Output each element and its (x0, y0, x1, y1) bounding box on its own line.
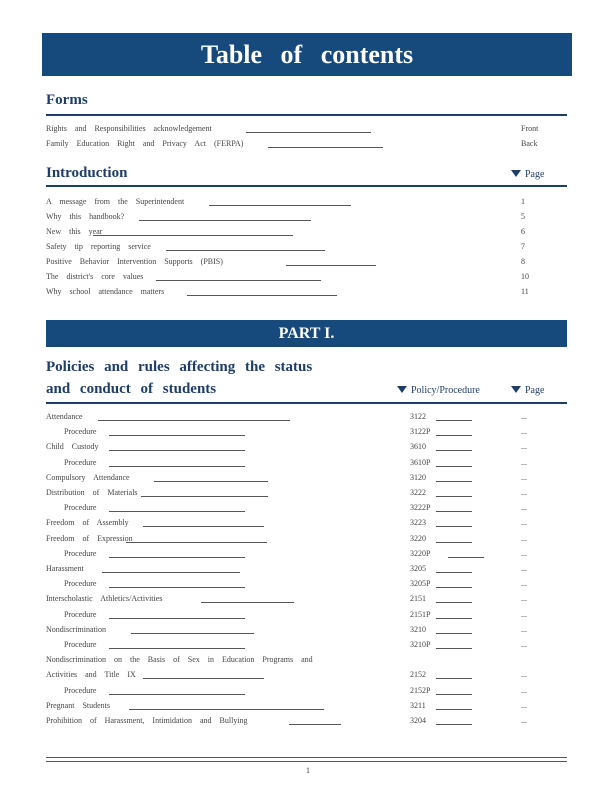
toc-row-page: ... (521, 472, 527, 482)
toc-row[interactable] (46, 123, 567, 135)
toc-row[interactable] (46, 196, 567, 208)
leader-line (289, 724, 341, 725)
leader-line (209, 205, 351, 206)
page-title: Table of contents (200, 40, 414, 69)
leader-line (109, 511, 245, 512)
toc-row-page: ... (521, 533, 527, 543)
toc-row-value: 8 (521, 257, 525, 266)
policy-code: 3222P (410, 503, 431, 513)
code-leader-line (436, 618, 472, 619)
toc-row-page: ... (521, 412, 527, 421)
toc-row-label: The district's core values (46, 272, 144, 281)
toc-row-page: ... (521, 700, 527, 710)
code-leader-line (436, 724, 472, 725)
code-leader-line (436, 694, 472, 695)
toc-row[interactable] (46, 685, 567, 697)
toc-row-page: ... (521, 624, 527, 634)
toc-row-value: Front (521, 124, 539, 133)
toc-row-label: Distribution of Materials (46, 488, 138, 497)
toc-row[interactable] (46, 517, 567, 529)
page-number: 1 (306, 766, 310, 775)
leader-line (143, 678, 264, 679)
toc-row[interactable] (46, 654, 567, 666)
introduction-heading: Introduction (46, 165, 128, 181)
code-leader-line (436, 420, 472, 421)
toc-row-label: Procedure (64, 427, 97, 437)
policy-code: 3211 (410, 700, 426, 710)
toc-row-label: Procedure (64, 685, 97, 695)
code-leader-line (436, 587, 472, 588)
toc-row-page: ... (521, 564, 527, 573)
policy-code: 3122 (410, 412, 426, 421)
leader-line (139, 220, 311, 221)
code-leader-line (436, 466, 472, 467)
toc-row-label: Harassment (46, 564, 84, 573)
leader-line (246, 132, 371, 133)
leader-line (126, 542, 267, 543)
toc-row[interactable] (46, 138, 567, 150)
toc-row-label: Family Education Right and Privacy Act (FERPA) (46, 139, 244, 148)
toc-row-label: Procedure (64, 640, 97, 649)
leader-line (109, 587, 245, 588)
toc-row-label: Attendance (46, 412, 83, 421)
leader-line (98, 420, 290, 421)
toc-row[interactable] (46, 211, 567, 223)
leader-line (129, 709, 324, 710)
toc-row-value: 10 (521, 272, 529, 281)
policy-code: 2152 (410, 670, 426, 680)
toc-row-page: ... (521, 685, 527, 695)
policies-rule (46, 402, 567, 404)
policy-column-header: Policy/Procedure (397, 385, 480, 396)
leader-line (141, 496, 268, 497)
toc-row-page: ... (521, 594, 527, 604)
code-leader-line (436, 542, 472, 543)
code-leader-line (436, 602, 472, 603)
toc-row-label: Prohibition of Harassment, Intimidation and Bullying (46, 716, 248, 725)
toc-row-page: ... (521, 716, 527, 725)
toc-row-page: ... (521, 548, 527, 558)
toc-row-page: ... (521, 488, 527, 497)
introduction-rule (46, 185, 567, 187)
toc-row-page: ... (521, 670, 527, 680)
leader-line (93, 235, 293, 236)
leader-line (187, 295, 337, 296)
toc-row[interactable] (46, 563, 567, 575)
toc-row-page: ... (521, 579, 527, 589)
leader-line (109, 466, 245, 467)
toc-row[interactable] (46, 441, 567, 453)
toc-row[interactable] (46, 457, 567, 469)
code-leader-line (436, 450, 472, 451)
leader-line (201, 602, 294, 603)
toc-row-label: Nondiscrimination on the Basis of Sex in Education Programs and (46, 655, 313, 665)
policy-code: 3210P (410, 640, 431, 649)
toc-row-label: Child Custody (46, 442, 99, 452)
leader-line (109, 450, 245, 451)
toc-row[interactable] (46, 241, 567, 253)
leader-line (109, 648, 245, 649)
toc-row[interactable] (46, 502, 567, 514)
page-column-header: Page (511, 169, 544, 180)
toc-row-label: Procedure (64, 609, 97, 619)
toc-row-value: Back (521, 139, 538, 148)
triangle-down-icon (397, 386, 407, 393)
toc-row-page: ... (521, 518, 527, 528)
toc-row-page: ... (521, 609, 527, 619)
toc-row-page: ... (521, 503, 527, 513)
leader-line (131, 633, 254, 634)
toc-row-label: Nondiscrimination (46, 624, 106, 634)
leader-line (109, 618, 245, 619)
toc-row-label: Why school attendance matters (46, 287, 165, 296)
forms-rule (46, 114, 567, 116)
leader-line (143, 526, 264, 527)
toc-row[interactable] (46, 609, 567, 621)
policy-code: 3220 (410, 533, 426, 543)
toc-row-value: 11 (521, 287, 529, 296)
leader-line (268, 147, 383, 148)
policy-code: 3220P (410, 548, 431, 558)
policy-code: 3205P (410, 579, 431, 589)
policy-code: 3205 (410, 564, 426, 573)
toc-row[interactable] (46, 639, 567, 651)
toc-row-label: Freedom of Expression (46, 533, 133, 543)
toc-row-value: 1 (521, 197, 525, 206)
triangle-down-icon (511, 170, 521, 177)
policy-code: 3222 (410, 488, 426, 497)
toc-row-label: Procedure (64, 579, 97, 589)
footer-rule (46, 757, 567, 758)
toc-row-label: Activities and Title IX (46, 670, 136, 680)
policy-code: 3223 (410, 518, 426, 528)
policy-code: 3120 (410, 472, 426, 482)
policy-code: 2151 (410, 594, 426, 604)
toc-row-label: Safety tip reporting service (46, 242, 151, 251)
part-title: PART I. (278, 325, 335, 342)
code-leader-line (436, 633, 472, 634)
toc-row-page: ... (521, 640, 527, 649)
code-leader-line (436, 435, 472, 436)
toc-row[interactable] (46, 548, 567, 560)
code-leader-line (436, 709, 472, 710)
toc-row[interactable] (46, 411, 567, 423)
leader-line (102, 572, 240, 573)
code-leader-line (436, 678, 472, 679)
toc-row-label: A message from the Superintendent (46, 197, 185, 206)
toc-row[interactable] (46, 715, 567, 727)
toc-row-page: ... (521, 457, 527, 467)
leader-line (166, 250, 325, 251)
toc-row-label: Procedure (64, 548, 97, 558)
toc-row[interactable] (46, 426, 567, 438)
leader-line (286, 265, 376, 266)
policies-heading-line1: Policies and rules affecting the status (46, 359, 313, 375)
code-leader-line (436, 648, 472, 649)
part-banner (46, 320, 567, 347)
toc-row-label: Procedure (64, 457, 97, 467)
policy-code: 3610P (410, 457, 431, 467)
leader-line (109, 435, 245, 436)
toc-row[interactable] (46, 533, 567, 545)
toc-row-label: Why this handbook? (46, 212, 125, 221)
code-leader-line (436, 481, 472, 482)
toc-row[interactable] (46, 624, 567, 636)
toc-row-label: New this year (46, 227, 103, 236)
toc-row-value: 7 (521, 242, 525, 251)
toc-row[interactable] (46, 669, 567, 681)
page-column-header: Page (511, 385, 544, 396)
toc-row[interactable] (46, 472, 567, 484)
toc-row[interactable] (46, 286, 567, 298)
toc-row[interactable] (46, 700, 567, 712)
toc-row-value: 6 (521, 227, 525, 236)
policy-code: 3204 (410, 716, 426, 725)
toc-row-label: Freedom of Assembly (46, 518, 129, 528)
toc-row[interactable] (46, 271, 567, 283)
policies-heading-line2: and conduct of students (46, 381, 217, 397)
toc-row-label: Rights and Responsibilities acknowledgement (46, 124, 212, 133)
toc-row[interactable] (46, 593, 567, 605)
toc-row-page: ... (521, 442, 527, 452)
toc-row[interactable] (46, 578, 567, 590)
leader-line (156, 280, 321, 281)
toc-row[interactable] (46, 226, 567, 238)
toc-row-page: ... (521, 427, 527, 437)
code-leader-line (436, 496, 472, 497)
triangle-down-icon (511, 386, 521, 393)
policy-code: 3610 (410, 442, 426, 452)
toc-row-label: Interscholastic Athletics/Activities (46, 594, 163, 604)
toc-row-label: Procedure (64, 503, 97, 513)
code-leader-line (436, 511, 472, 512)
policy-code: 2152P (410, 685, 431, 695)
toc-row[interactable] (46, 256, 567, 268)
leader-line (154, 481, 268, 482)
title-banner (42, 33, 572, 76)
footer-rule (46, 761, 567, 762)
code-leader-line (436, 572, 472, 573)
policy-code: 2151P (410, 609, 431, 619)
leader-line (109, 557, 245, 558)
leader-line (109, 694, 245, 695)
code-leader-line (448, 557, 484, 558)
toc-row-label: Pregnant Students (46, 700, 110, 710)
forms-heading: Forms (46, 92, 88, 108)
toc-row-label: Compulsory Attendance (46, 472, 130, 482)
toc-row[interactable] (46, 487, 567, 499)
code-leader-line (436, 526, 472, 527)
policy-code: 3122P (410, 427, 431, 437)
toc-row-value: 5 (521, 212, 525, 221)
policy-code: 3210 (410, 624, 426, 634)
toc-row-label: Positive Behavior Intervention Supports (PBIS) (46, 257, 223, 266)
